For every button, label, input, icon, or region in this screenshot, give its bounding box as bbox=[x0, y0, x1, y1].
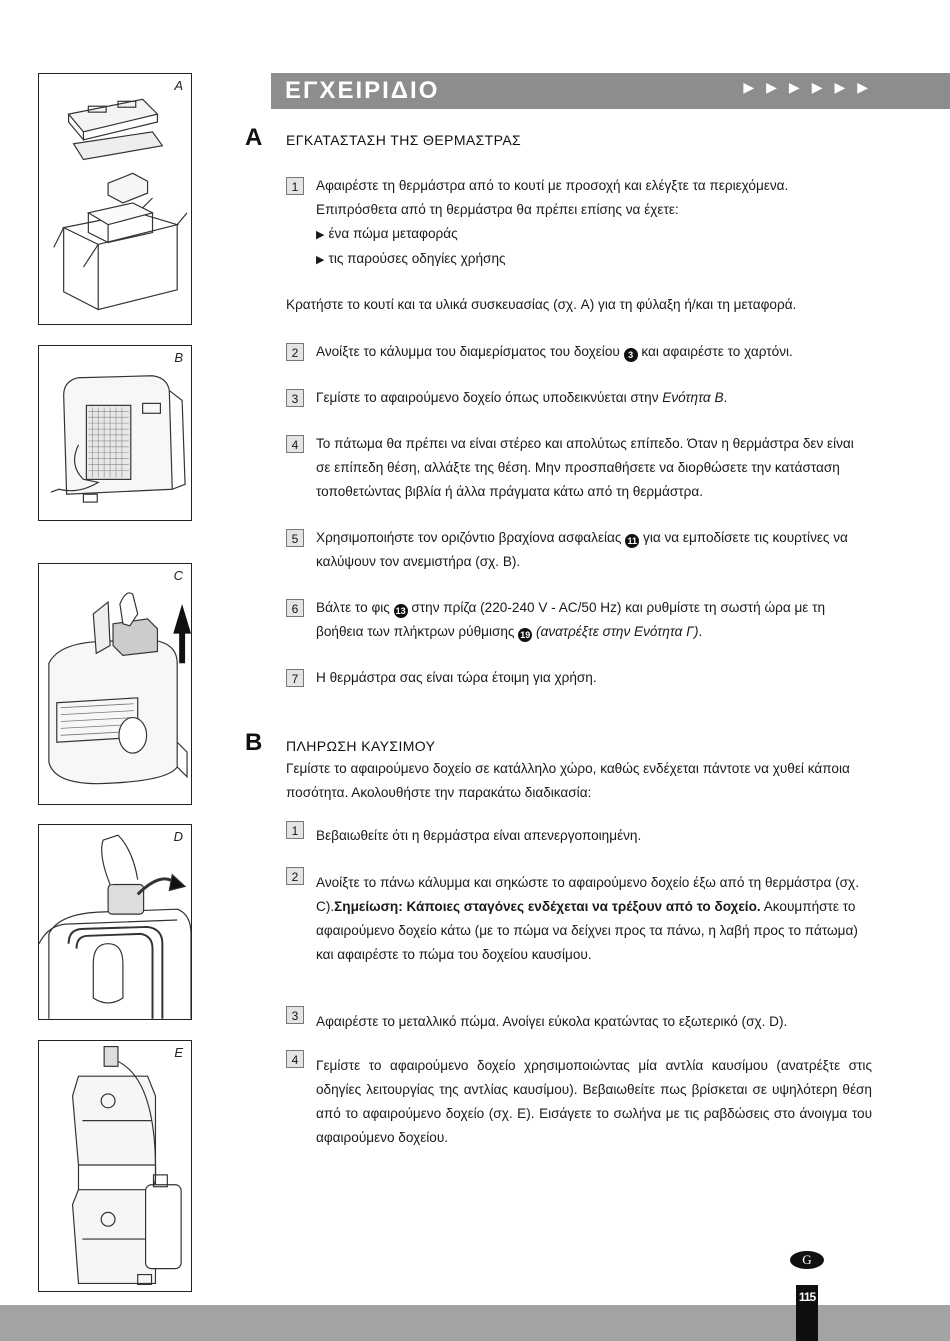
figure-b bbox=[38, 345, 192, 521]
step-a1-text bbox=[316, 174, 872, 272]
step-a2-text: Ανοίξτε το κάλυμμα του διαμερίσματος του δοχείου 3 και αφαιρέστε το χαρτόνι. bbox=[316, 344, 793, 360]
step-number: 2 bbox=[286, 867, 304, 885]
figure-label: B bbox=[174, 350, 183, 365]
figure-label: C bbox=[173, 568, 183, 583]
figure-a bbox=[38, 73, 192, 325]
step-a3-text: Γεμίστε το αφαιρούμενο δοχείο όπως υποδεικνύεται στην Ενότητα B. bbox=[316, 390, 728, 405]
step-number: 7 bbox=[286, 669, 304, 687]
step-b1-text: Βεβαιωθείτε ότι η θερμάστρα είναι απενεργοποιημένη. bbox=[316, 828, 642, 843]
step-a4-text: Το πάτωμα θα πρέπει να είναι στέρεο και απολύτως επίπεδο. Όταν η θερμάστρα δεν είναι σε επίπεδη θέση, αλλάξτε της θέση. Μην προσπαθήσετε να διορθώσετε την κατάσταση τοποθετώντας βιβλία ή άλλα πράγματα κάτω από τη θερμάστρα. bbox=[316, 436, 854, 499]
step-number: 6 bbox=[286, 599, 304, 617]
box-unpacking-illustration bbox=[39, 74, 191, 324]
step-a5-text: Χρησιμοποιήστε τον οριζόντιο βραχίονα ασφαλείας 11 για να εμποδίσετε τις κουρτίνες να καλύψουν τον ανεμιστήρα (σχ. B). bbox=[316, 530, 848, 569]
figure-label: E bbox=[174, 1045, 183, 1060]
step-a1-line2: Επιπρόσθετα από τη θερμάστρα θα πρέπει επίσης να έχετε: bbox=[316, 202, 679, 217]
keep-box-note: Κρατήστε το κουτί και τα υλικά συσκευασίας (σχ. A) για τη φύλαξη ή/και τη μεταφορά. bbox=[286, 297, 797, 312]
reference-number-badge: 11 bbox=[625, 534, 639, 548]
step-number: 4 bbox=[286, 435, 304, 453]
section-a-letter: A bbox=[245, 124, 263, 151]
step-number: 5 bbox=[286, 529, 304, 547]
section-b-title: ΠΛΗΡΩΣΗ ΚΑΥΣΙΜΟΥ bbox=[286, 738, 436, 754]
step-number: 1 bbox=[286, 821, 304, 839]
header-bar bbox=[271, 73, 950, 109]
triangle-bullet-icon: ▶ bbox=[316, 229, 325, 241]
reference-number-badge: 19 bbox=[520, 630, 531, 640]
step-number: 1 bbox=[286, 177, 304, 195]
step-a1-line1: Αφαιρέστε τη θερμάστρα από το κουτί με προσοχή και ελέγξτε τα περιεχόμενα. bbox=[316, 178, 789, 193]
step-number: 4 bbox=[286, 1050, 304, 1068]
step-a7-text: Η θερμάστρα σας είναι τώρα έτοιμη για χρήση. bbox=[316, 670, 597, 685]
step-b3-text: Αφαιρέστε το μεταλλικό πώμα. Ανοίγει εύκολα κρατώντας το εξωτερικό (σχ. D). bbox=[316, 1014, 788, 1029]
figure-d bbox=[38, 824, 192, 1020]
manual-title: ΕΓΧΕΙΡΙΔΙΟ bbox=[285, 77, 440, 104]
fuel-pump-illustration bbox=[39, 1041, 191, 1291]
heater-back-illustration bbox=[39, 346, 191, 520]
page-number: 115 bbox=[798, 1290, 816, 1304]
reference-number-badge: 3 bbox=[624, 348, 638, 362]
triangle-bullet-icon: ▶ bbox=[316, 254, 325, 266]
section-a-title: ΕΓΚΑΤΑΣΤΑΣΗ ΤΗΣ ΘΕΡΜΑΣΤΡΑΣ bbox=[286, 132, 522, 148]
step-a6-text: Βάλτε το φις 13 στην πρίζα (220-240 V - AC/50 Hz) και ρυθμίστε τη σωστή ώρα με τη βοήθεια των πλήκτρων ρύθμισης 19 (ανατρέξτε στην Ενότητα Γ). bbox=[316, 600, 826, 640]
step-number: 3 bbox=[286, 389, 304, 407]
reference-number-badge: 13 bbox=[395, 606, 406, 616]
language-badge: G bbox=[790, 1251, 824, 1269]
bullet-item: ▶ ένα πώμα μεταφοράς bbox=[316, 226, 458, 241]
step-b2-text: Ανοίξτε το πάνω κάλυμμα και σηκώστε το αφαιρούμενο δοχείο έξω από τη θερμάστρα (σχ. C).Σημείωση: Κάποιες σταγόνες ενδέχεται να τρέξουν από το δοχείο. Ακουμπήστε το αφαιρούμενο δοχείο κάτω (με το πώμα να δείχνει προς τα πάνω, η λαβή προς το πάτωμα) και αφαιρέστε το πώμα του δοχείου καυσίμου. bbox=[316, 875, 859, 962]
figure-label: A bbox=[174, 78, 183, 93]
step-number: 2 bbox=[286, 343, 304, 361]
step-b4-text: Γεμίστε το αφαιρούμενο δοχείο χρησιμοποιώντας μία αντλία καυσίμου (ανατρέξτε στις οδηγίες λειτουργίας της αντλίας καυσίμου). Βεβαιωθείτε πως βρίσκεται σε υψηλότερη θέση από το αφαιρούμενο δοχείο (σχ. E). Εισάγετε το σωλήνα με τις ραβδώσεις στο άνοιγμα του αφαιρούμενο δοχείου. bbox=[316, 1058, 872, 1145]
bullet-item: ▶ τις παρούσες οδηγίες χρήσης bbox=[316, 251, 506, 266]
remove-cap-illustration bbox=[39, 825, 191, 1019]
section-b-letter: B bbox=[245, 729, 263, 756]
section-b-intro: Γεμίστε το αφαιρούμενο δοχείο σε κατάλληλο χώρο, καθώς ενδέχεται πάντοτε να χυθεί κάποια ποσότητα. Ακολουθήστε την παρακάτω διαδικασία: bbox=[286, 761, 850, 800]
figure-label: D bbox=[173, 829, 183, 844]
step-number: 3 bbox=[286, 1006, 304, 1024]
figure-c bbox=[38, 563, 192, 805]
lift-tank-illustration bbox=[39, 564, 191, 804]
figure-e bbox=[38, 1040, 192, 1292]
header-arrows: ▶▶▶▶▶▶ bbox=[743, 79, 880, 95]
